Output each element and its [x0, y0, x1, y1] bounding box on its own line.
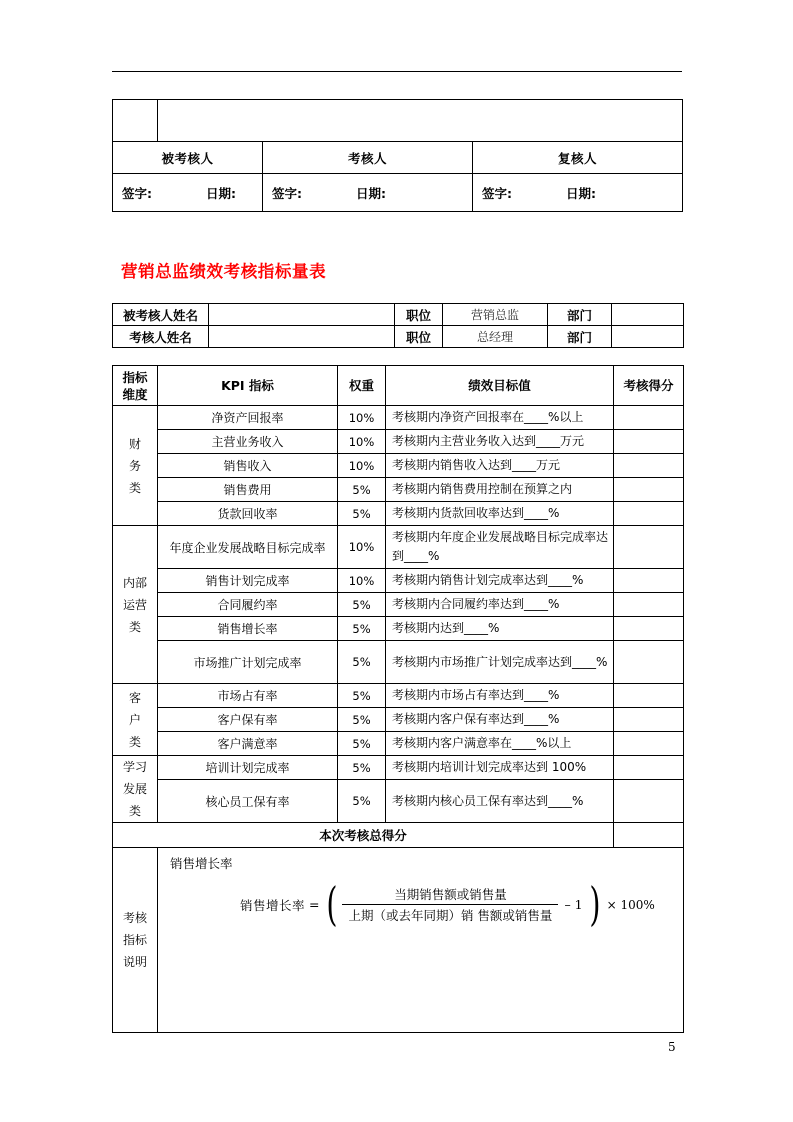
- formula-numerator: 当期销售额或销售量: [342, 885, 558, 905]
- kpi-score-cell[interactable]: [614, 569, 684, 593]
- sig-col-header-assessor: 考核人: [263, 142, 473, 174]
- dimension-char: 运营: [122, 597, 147, 612]
- signature-label: 签字:: [482, 185, 512, 201]
- assessor-position-value[interactable]: 总经理: [443, 326, 548, 348]
- kpi-weight-cell: 5%: [338, 708, 386, 732]
- kpi-target-cell: 考核期内合同履约率达到____%: [386, 593, 614, 617]
- kpi-target-cell: 考核期内客户保有率达到____%: [386, 708, 614, 732]
- blank-wide-cell[interactable]: [158, 100, 683, 142]
- kpi-weight-cell: 10%: [338, 569, 386, 593]
- assessee-name-label: 被考核人姓名: [113, 304, 209, 326]
- kpi-name-cell: 市场推广计划完成率: [158, 641, 338, 684]
- formula-tail: × 100%: [606, 897, 655, 912]
- formula-paren-close: ): [589, 876, 601, 931]
- dimension-char: 财: [128, 436, 141, 451]
- date-label: 日期:: [206, 185, 236, 201]
- formula-paren-open: (: [325, 876, 338, 931]
- kpi-target-cell: 考核期内销售计划完成率达到____%: [386, 569, 614, 593]
- assessee-name-value[interactable]: [209, 304, 395, 326]
- kpi-score-cell[interactable]: [614, 478, 684, 502]
- kpi-weight-cell: 5%: [338, 478, 386, 502]
- table-row: [113, 326, 684, 348]
- kpi-name-cell: 核心员工保有率: [158, 780, 338, 823]
- table-row: [113, 569, 684, 593]
- kpi-name-cell: 货款回收率: [158, 502, 338, 526]
- signature-label: 签字:: [122, 185, 152, 201]
- kpi-target-cell: 考核期内销售收入达到____万元: [386, 454, 614, 478]
- formula-denominator: 上期（或去年同期）销 售额或销售量: [348, 908, 553, 923]
- kpi-name-cell: 市场占有率: [158, 684, 338, 708]
- assessor-position-label: 职位: [395, 326, 443, 348]
- kpi-score-cell[interactable]: [614, 756, 684, 780]
- dimension-cell-2: [113, 684, 158, 756]
- formula-fraction: [342, 885, 558, 924]
- assessor-name-label: 考核人姓名: [113, 326, 209, 348]
- table-row: [113, 593, 684, 617]
- dimension-char: 户: [128, 712, 141, 727]
- kpi-weight-cell: 10%: [338, 454, 386, 478]
- assessee-dept-label: 部门: [548, 304, 612, 326]
- dimension-cell-1: [113, 526, 158, 684]
- kpi-weight-cell: 5%: [338, 617, 386, 641]
- kpi-score-cell[interactable]: [614, 641, 684, 684]
- table-row: [113, 641, 684, 684]
- kpi-target-cell: 考核期内客户满意率在____%以上: [386, 732, 614, 756]
- dimension-char: 类: [128, 619, 141, 634]
- assessee-position-value[interactable]: 营销总监: [443, 304, 548, 326]
- sig-cell-reviewer[interactable]: [473, 174, 683, 212]
- table-row: [113, 526, 684, 569]
- kpi-target-cell: 考核期内达到____%: [386, 617, 614, 641]
- kpi-weight-cell: 5%: [338, 684, 386, 708]
- formula-equals: =: [309, 897, 320, 912]
- kpi-weight-cell: 5%: [338, 502, 386, 526]
- table-row: [113, 100, 683, 142]
- table-row: [113, 478, 684, 502]
- table-row: [113, 780, 684, 823]
- kpi-score-cell[interactable]: [614, 780, 684, 823]
- table-row-notes: [113, 848, 684, 1033]
- kpi-name-cell: 销售费用: [158, 478, 338, 502]
- kpi-target-cell: 考核期内市场占有率达到____%: [386, 684, 614, 708]
- table-row: [113, 732, 684, 756]
- table-header-row: [113, 366, 684, 406]
- dimension-char: 内部: [122, 575, 147, 590]
- kpi-name-cell: 销售增长率: [158, 617, 338, 641]
- notes-label-line3: 说明: [122, 955, 147, 969]
- total-score-label: 本次考核总得分: [113, 823, 614, 848]
- dimension-char: 客: [128, 690, 141, 705]
- signature-label: 签字:: [272, 185, 302, 201]
- table-row: [113, 617, 684, 641]
- assessee-position-label: 职位: [395, 304, 443, 326]
- table-row: [113, 454, 684, 478]
- kpi-name-cell: 培训计划完成率: [158, 756, 338, 780]
- dimension-label: [113, 756, 157, 822]
- assessee-dept-value[interactable]: [612, 304, 684, 326]
- kpi-score-cell[interactable]: [614, 732, 684, 756]
- notes-label: [113, 848, 158, 1033]
- kpi-score-cell[interactable]: [614, 684, 684, 708]
- dimension-header-line1: 指标: [122, 369, 148, 385]
- dimension-cell-0: [113, 406, 158, 526]
- dimension-header-line2: 维度: [122, 386, 148, 402]
- kpi-score-cell[interactable]: [614, 406, 684, 430]
- table-row: [113, 502, 684, 526]
- assessor-name-value[interactable]: [209, 326, 395, 348]
- assessor-dept-value[interactable]: [612, 326, 684, 348]
- col-header-weight: 权重: [338, 366, 386, 406]
- kpi-weight-cell: 10%: [338, 526, 386, 569]
- kpi-weight-cell: 5%: [338, 780, 386, 823]
- dimension-char: 务: [128, 458, 141, 473]
- sig-cell-assessee[interactable]: [113, 174, 263, 212]
- table-row-total: [113, 823, 684, 848]
- kpi-name-cell: 客户保有率: [158, 708, 338, 732]
- blank-narrow-cell[interactable]: [113, 100, 158, 142]
- kpi-score-cell[interactable]: [614, 502, 684, 526]
- col-header-dimension: [113, 366, 158, 406]
- kpi-target-cell: 考核期内销售费用控制在预算之内: [386, 478, 614, 502]
- table-row: [113, 174, 683, 212]
- kpi-weight-cell: 10%: [338, 430, 386, 454]
- dimension-label: [113, 687, 157, 753]
- kpi-weight-cell: 10%: [338, 406, 386, 430]
- table-row: [113, 756, 684, 780]
- kpi-target-cell: 考核期内核心员工保有率达到____%: [386, 780, 614, 823]
- dimension-label: [113, 572, 157, 638]
- kpi-score-cell[interactable]: [614, 430, 684, 454]
- dimension-char: 类: [128, 734, 141, 749]
- kpi-name-cell: 客户满意率: [158, 732, 338, 756]
- dimension-char: 学习: [122, 760, 147, 774]
- kpi-score-cell[interactable]: [614, 617, 684, 641]
- page-title: 营销总监绩效考核指标量表: [121, 262, 327, 281]
- kpi-name-cell: 销售收入: [158, 454, 338, 478]
- col-header-score: 考核得分: [614, 366, 684, 406]
- notes-body: [158, 848, 684, 1033]
- table-row: [113, 430, 684, 454]
- kpi-indicator-table: [112, 365, 684, 1033]
- date-label: 日期:: [356, 185, 386, 201]
- col-header-target: 绩效目标值: [386, 366, 614, 406]
- kpi-name-cell: 主营业务收入: [158, 430, 338, 454]
- kpi-target-cell: 考核期内市场推广计划完成率达到____%: [386, 641, 614, 684]
- total-score-value[interactable]: [614, 823, 684, 848]
- notes-heading: 销售增长率: [170, 856, 233, 871]
- kpi-score-cell[interactable]: [614, 526, 684, 569]
- col-header-kpi: KPI 指标: [158, 366, 338, 406]
- kpi-score-cell[interactable]: [614, 708, 684, 732]
- sig-col-header-assessee: 被考核人: [113, 142, 263, 174]
- dimension-char: 类: [128, 804, 141, 818]
- table-row: [113, 684, 684, 708]
- assessment-info-table: [112, 303, 684, 348]
- kpi-name-cell: 合同履约率: [158, 593, 338, 617]
- date-label: 日期:: [566, 185, 596, 201]
- signature-table: [112, 99, 683, 212]
- kpi-target-cell: 考核期内货款回收率达到____%: [386, 502, 614, 526]
- header-rule: [112, 71, 682, 72]
- table-row: [113, 142, 683, 174]
- sig-col-header-reviewer: 复核人: [473, 142, 683, 174]
- kpi-weight-cell: 5%: [338, 756, 386, 780]
- dimension-char: 类: [128, 480, 141, 495]
- table-row: [113, 406, 684, 430]
- kpi-target-cell: 考核期内年度企业发展战略目标完成率达到____%: [386, 526, 614, 569]
- notes-label-line2: 指标: [122, 933, 147, 947]
- dimension-char: 发展: [122, 782, 147, 796]
- kpi-target-cell: 考核期内主营业务收入达到____万元: [386, 430, 614, 454]
- kpi-target-cell: 考核期内净资产回报率在____%以上: [386, 406, 614, 430]
- sales-growth-formula: [240, 876, 675, 931]
- dimension-cell-3: [113, 756, 158, 823]
- kpi-weight-cell: 5%: [338, 641, 386, 684]
- table-row: [113, 304, 684, 326]
- formula-lhs: 销售增长率: [240, 897, 306, 913]
- kpi-weight-cell: 5%: [338, 732, 386, 756]
- dimension-label: [113, 433, 157, 499]
- kpi-score-cell[interactable]: [614, 593, 684, 617]
- table-row: [113, 708, 684, 732]
- kpi-score-cell[interactable]: [614, 454, 684, 478]
- kpi-name-cell: 年度企业发展战略目标完成率: [158, 526, 338, 569]
- sig-cell-assessor[interactable]: [263, 174, 473, 212]
- kpi-name-cell: 销售计划完成率: [158, 569, 338, 593]
- notes-label-line1: 考核: [122, 911, 147, 925]
- formula-minus-one: – 1: [564, 897, 583, 912]
- kpi-weight-cell: 5%: [338, 593, 386, 617]
- page-number: 5: [668, 1040, 676, 1054]
- kpi-name-cell: 净资产回报率: [158, 406, 338, 430]
- kpi-target-cell: 考核期内培训计划完成率达到 100%: [386, 756, 614, 780]
- assessor-dept-label: 部门: [548, 326, 612, 348]
